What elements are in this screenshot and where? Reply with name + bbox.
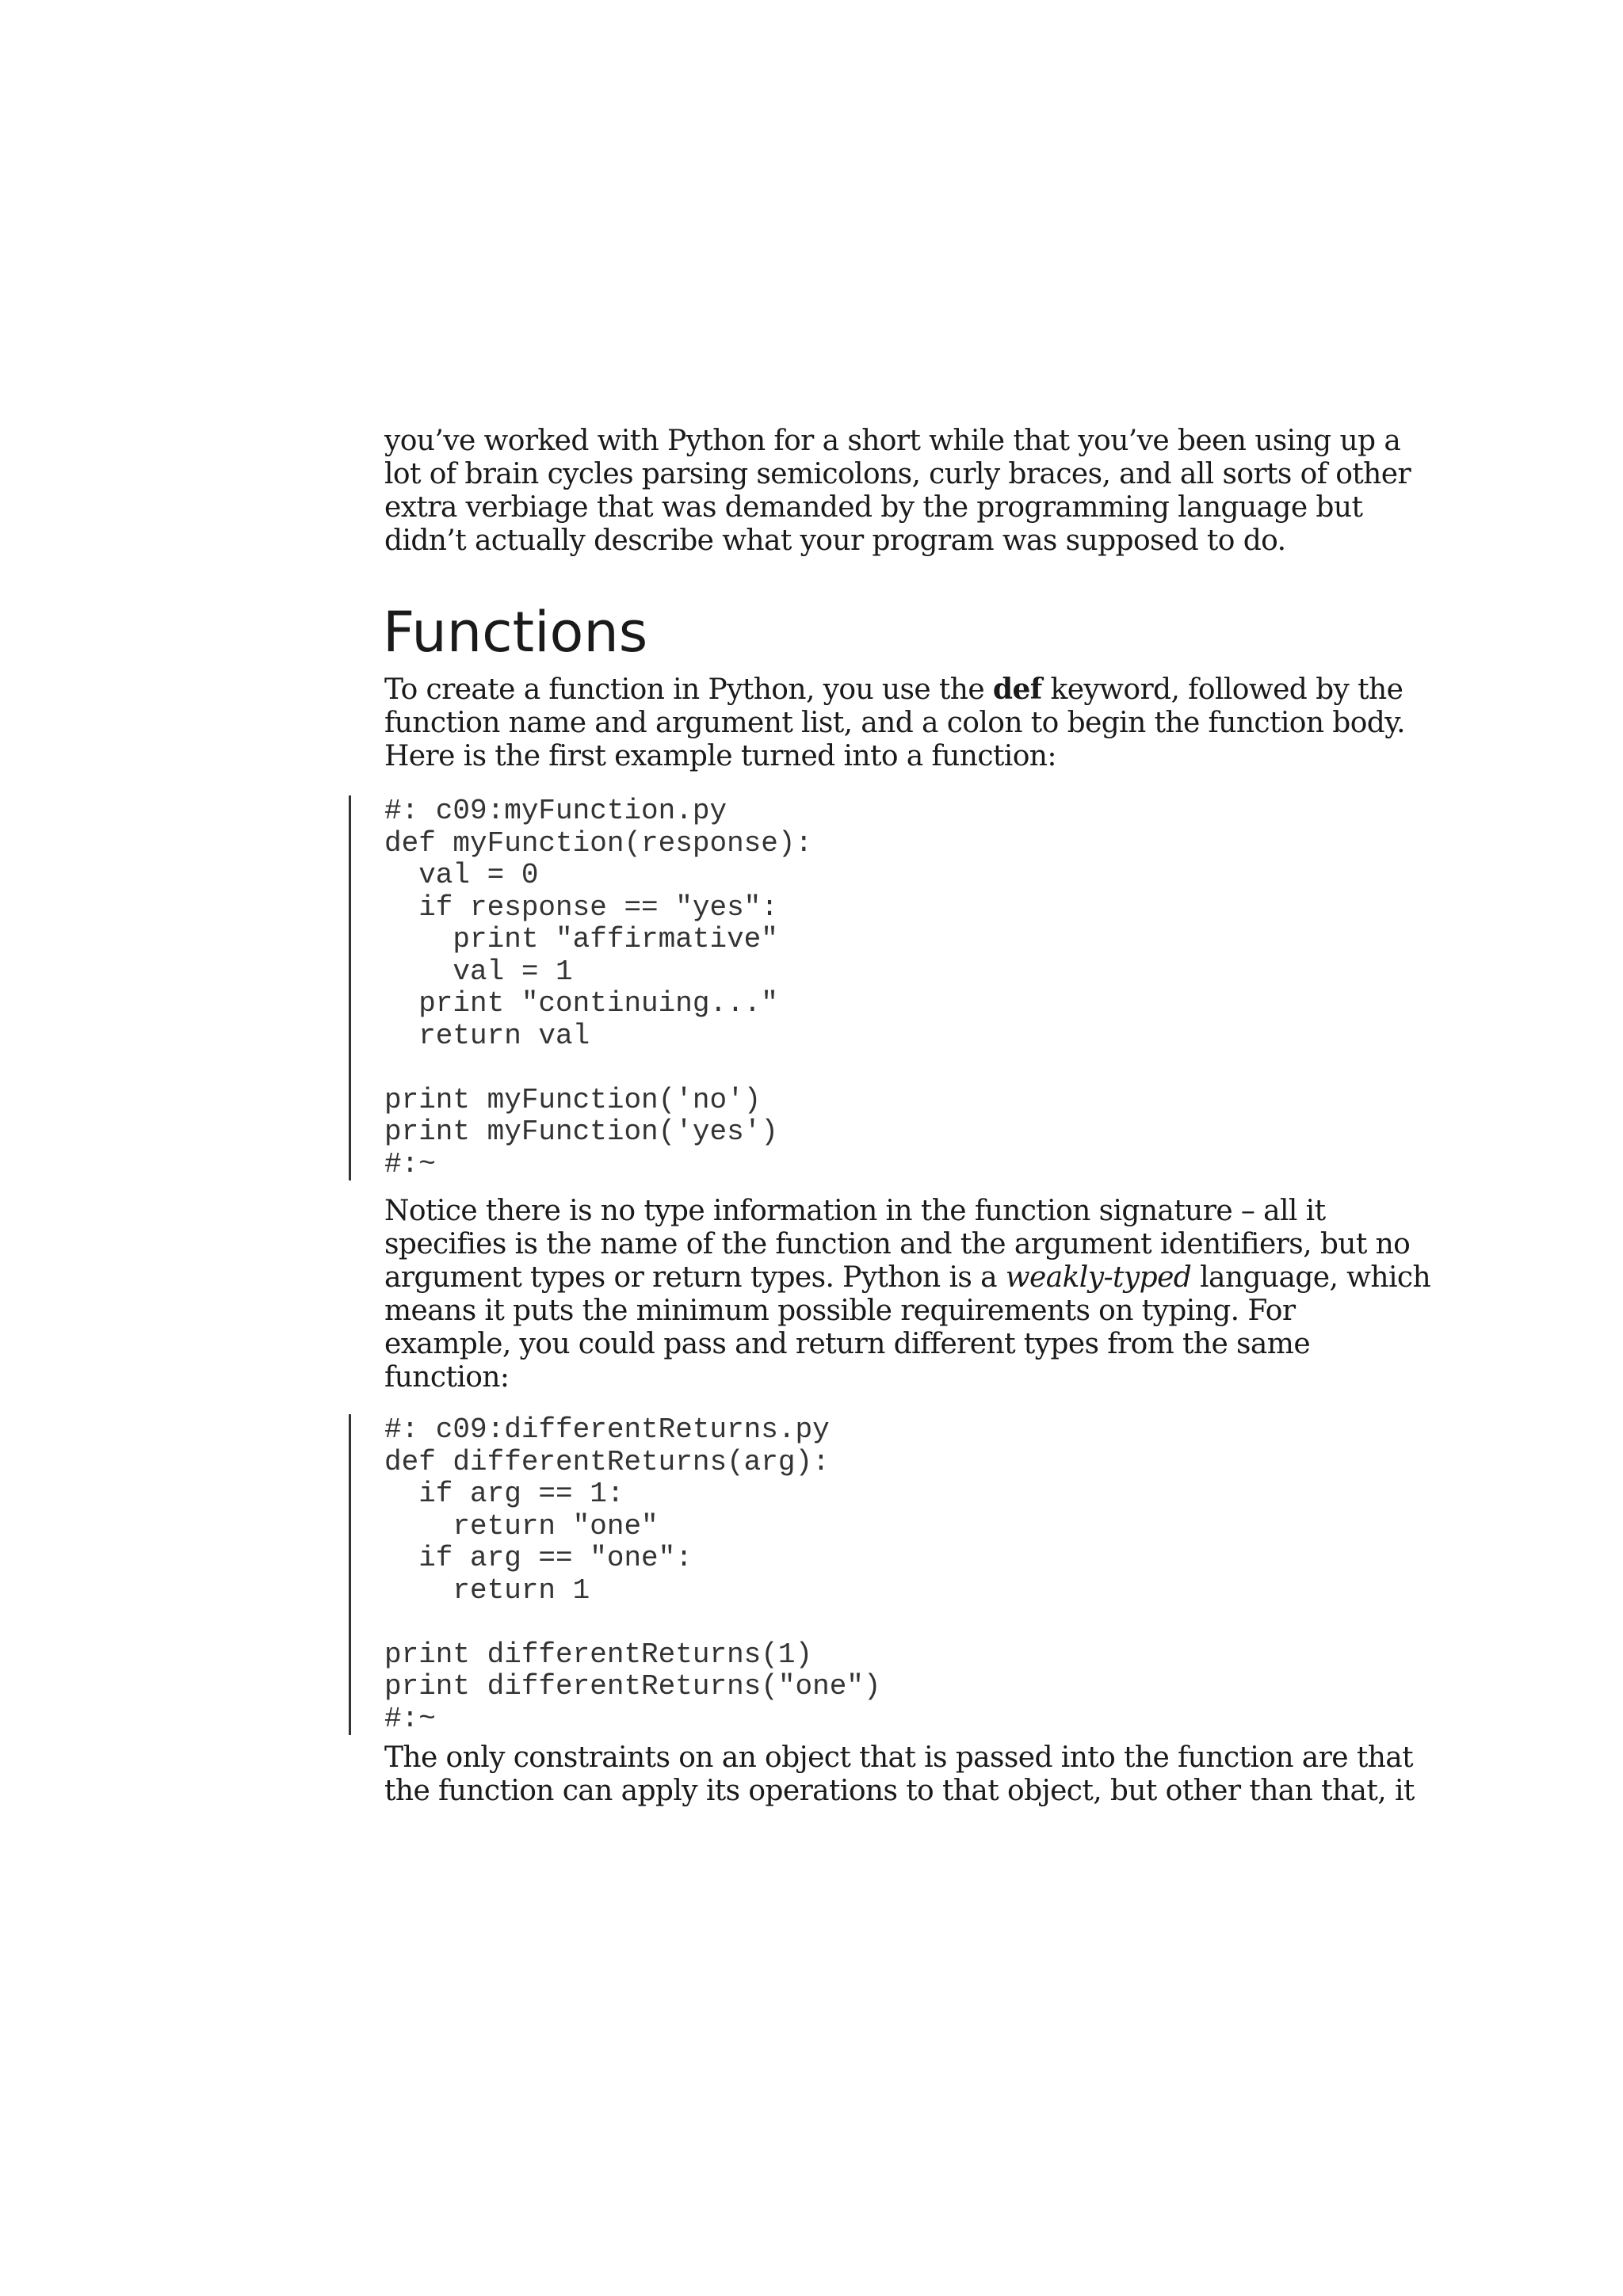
text-line: function name and argument list, and a colon to begin the function body. bbox=[384, 707, 1406, 739]
code-line bbox=[384, 1607, 881, 1639]
emphasis-term: weakly-typed bbox=[1005, 1261, 1192, 1294]
code-line: #: c09:myFunction.py bbox=[384, 795, 727, 827]
text-line: specifies is the name of the function and the argument identifiers, but no bbox=[384, 1228, 1411, 1261]
text-line bbox=[384, 673, 1403, 707]
code-listing-myfunction bbox=[349, 795, 812, 1180]
code-line: return 1 bbox=[384, 1573, 590, 1607]
text-run: language, which bbox=[1191, 1261, 1431, 1294]
text-line: The only constraints on an object that is passed into the function are that bbox=[384, 1741, 1414, 1774]
code-line: val = 1 bbox=[384, 955, 573, 988]
code-line: def myFunction(response): bbox=[384, 826, 813, 860]
text-run: To create a function in Python, you use the bbox=[384, 673, 993, 706]
code-line: print differentReturns("one") bbox=[384, 1670, 881, 1703]
code-line: print myFunction('yes') bbox=[384, 1116, 778, 1148]
functions-paragraph bbox=[384, 673, 1406, 773]
text-line: example, you could pass and return different types from the same bbox=[384, 1328, 1311, 1360]
intro-paragraph bbox=[384, 425, 1411, 558]
code-listing-differentreturns bbox=[349, 1414, 881, 1735]
code-line: def differentReturns(arg): bbox=[384, 1445, 830, 1478]
closing-paragraph bbox=[384, 1741, 1415, 1808]
code-line: #:~ bbox=[384, 1702, 436, 1735]
code-line: print "continuing..." bbox=[384, 987, 778, 1020]
text-line: Here is the first example turned into a function: bbox=[384, 740, 1056, 772]
code-line: print "affirmative" bbox=[384, 923, 778, 955]
def-keyword: def bbox=[992, 673, 1042, 706]
text-line: Notice there is no type information in the function signature – all it bbox=[384, 1195, 1326, 1227]
code-line: #: c09:differentReturns.py bbox=[384, 1413, 830, 1446]
text-line: lot of brain cycles parsing semicolons, curly braces, and all sorts of other bbox=[384, 458, 1411, 490]
code-line: if response == "yes": bbox=[384, 891, 778, 924]
code-line: #:~ bbox=[384, 1147, 436, 1180]
text-run: argument types or return types. Python is a bbox=[384, 1261, 1006, 1294]
text-line bbox=[384, 1261, 1431, 1295]
text-line: extra verbiage that was demanded by the programming language but bbox=[384, 491, 1363, 524]
text-line: you’ve worked with Python for a short while that you’ve been using up a bbox=[384, 425, 1401, 457]
code-line: return val bbox=[384, 1019, 590, 1052]
text-run: keyword, followed by the bbox=[1041, 673, 1403, 706]
notice-paragraph bbox=[384, 1195, 1431, 1394]
code-line: val = 0 bbox=[384, 859, 539, 891]
text-line: didn’t actually describe what your program was supposed to do. bbox=[384, 524, 1286, 557]
text-line: the function can apply its operations to that object, but other than that, it bbox=[384, 1775, 1415, 1807]
text-line: means it puts the minimum possible requirements on typing. For bbox=[384, 1295, 1296, 1327]
code-line: print myFunction('no') bbox=[384, 1083, 762, 1116]
code-line: return "one" bbox=[384, 1509, 659, 1543]
code-line bbox=[384, 1052, 812, 1085]
code-line: print differentReturns(1) bbox=[384, 1638, 813, 1671]
code-line: if arg == "one": bbox=[384, 1542, 693, 1574]
section-heading: Functions bbox=[383, 600, 648, 665]
text-line: function: bbox=[384, 1361, 510, 1394]
code-line: if arg == 1: bbox=[384, 1478, 624, 1510]
